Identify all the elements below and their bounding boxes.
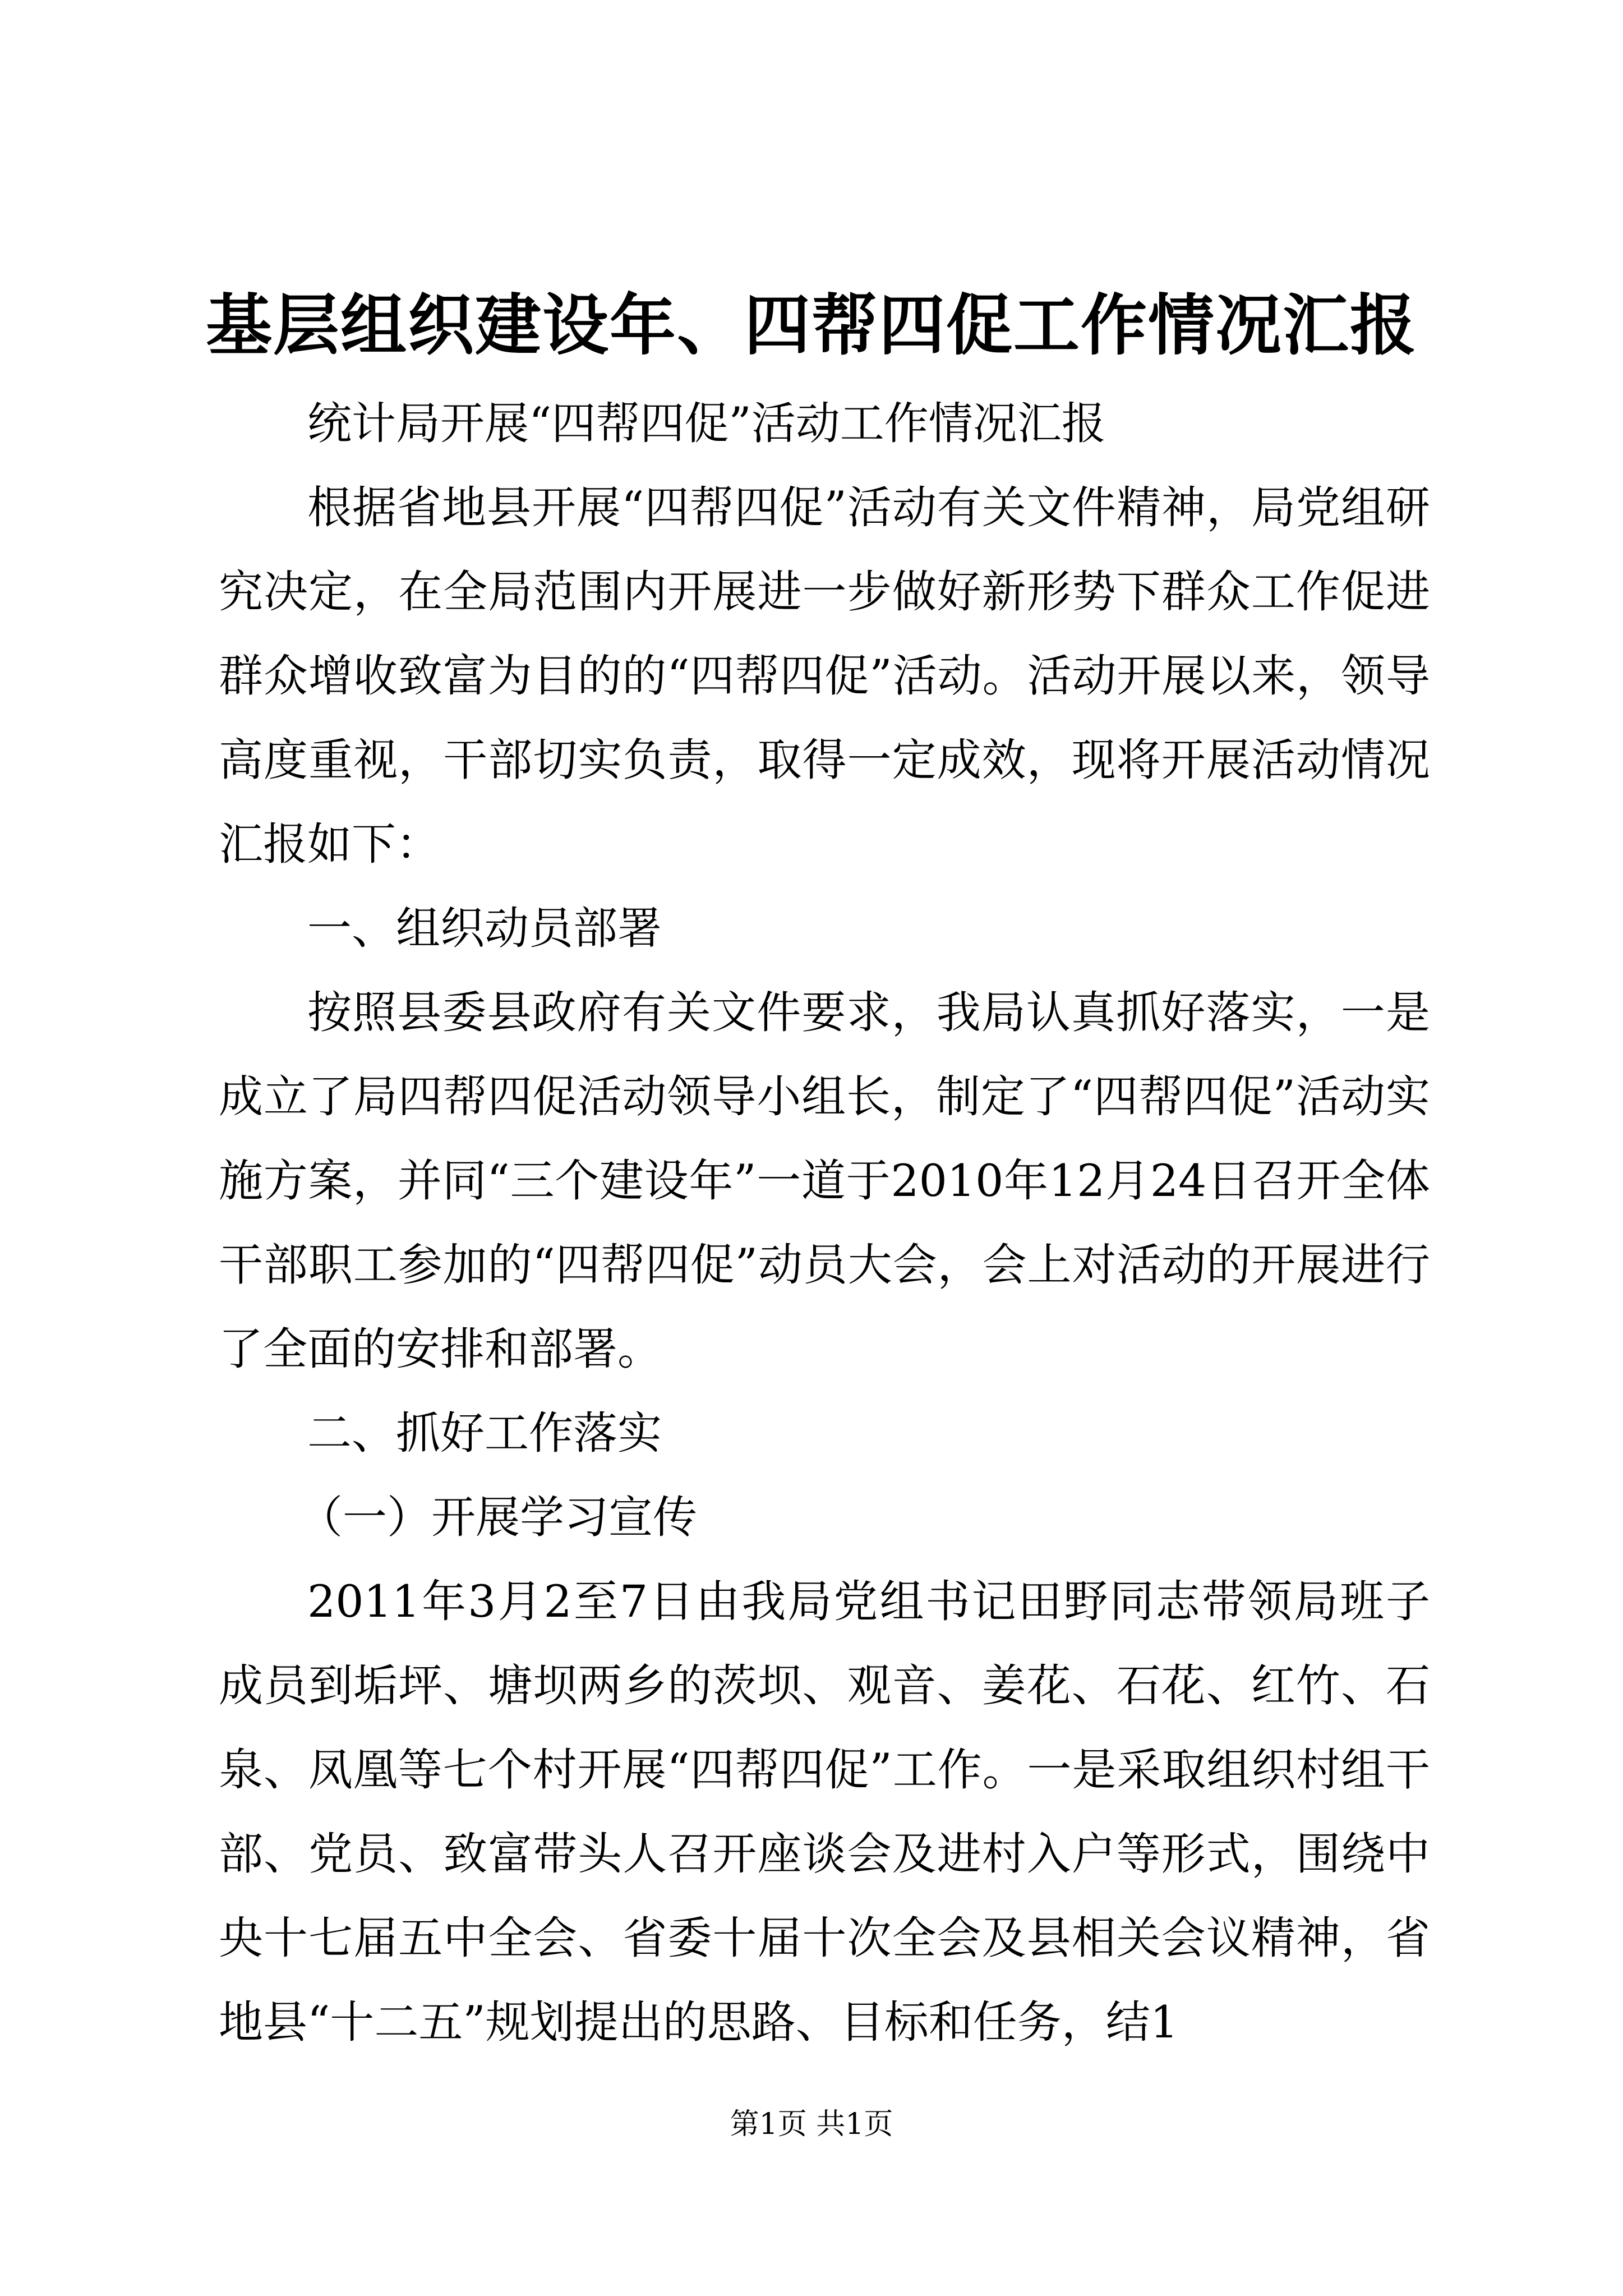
subsection-heading-1: （一）开展学习宣传 [298, 1492, 697, 1543]
section-heading-2: 二、抓好工作落实 [307, 1407, 662, 1459]
subsection-1-paragraph: 2011年3月2至7日由我局党组书记田野同志带领局班子成员到垢坪、塘坝两乡的茨坝、观音、姜花、石花、红竹、石泉、凤凰等七个村开展“四帮四促”工作。一是采取组织村组干部、党员、致富带头人召开座谈会及进村入户等形式，围绕中央十七届五中全会、省委十届十次全会及县相关会议精神，省地县“十二五”规划提出的思路、目标和任务，结1 [219, 1576, 1430, 2048]
page-number: 第1页 共1页 [730, 2108, 893, 2141]
document-title: 基层组织建设年、四帮四促工作情况汇报 [205, 286, 1417, 364]
document-body [219, 381, 1430, 2064]
intro-paragraph: 根据省地县开展“四帮四促”活动有关文件精神，局党组研究决定，在全局范围内开展进一步做好新形势下群众工作促进群众增收致富为目的的“四帮四促”活动。活动开展以来，领导高度重视，干部切实负责，取得一定成效，现将开展活动情况汇报如下： [219, 482, 1430, 870]
subtitle-paragraph: 统计局开展“四帮四促”活动工作情况汇报 [307, 398, 1106, 449]
section-heading-1: 一、组织动员部署 [307, 903, 662, 954]
section-1-paragraph: 按照县委县政府有关文件要求，我局认真抓好落实，一是成立了局四帮四促活动领导小组长，制定了“四帮四促”活动实施方案，并同“三个建设年”一道于2010年12月24日召开全体干部职工参加的“四帮四促”动员大会，会上对活动的开展进行了全面的安排和部署。 [219, 987, 1430, 1375]
